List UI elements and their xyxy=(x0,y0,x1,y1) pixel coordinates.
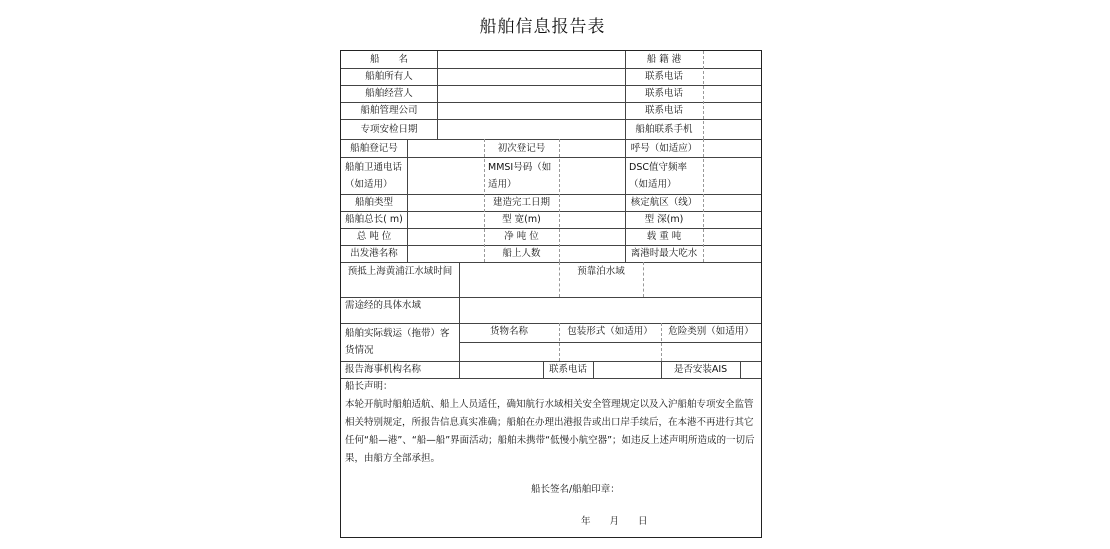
route-label: 核定航区（线） xyxy=(630,197,698,208)
breadth-label: 型 宽(m) xyxy=(502,214,541,225)
ship-type-label: 船舶类型 xyxy=(354,197,393,208)
ais-label: 是否安装AIS xyxy=(673,364,728,375)
max-draft-label: 离港时最大吃水 xyxy=(630,248,698,259)
dangerous-class-label: 危险类别（如适用） xyxy=(668,326,754,337)
net-tonnage-label: 净 吨 位 xyxy=(504,231,539,242)
inspection-date-label: 专项安检日期 xyxy=(360,124,418,135)
call-sign-label: 呼号（如适应） xyxy=(630,143,698,154)
depth-label: 型 深(m) xyxy=(644,214,684,225)
dsc-label: DSC值守频率（如适用） xyxy=(629,162,687,190)
reg-no-label: 船舶登记号 xyxy=(350,143,398,154)
mmsi-label: MMSI号码（如适用） xyxy=(488,162,552,190)
route-waters-label: 需途经的具体水域 xyxy=(345,300,422,311)
date-line: 年 月 日 xyxy=(581,516,648,527)
sat-phone-label: 船舶卫通电话（如适用） xyxy=(345,162,403,190)
gross-tonnage-label: 总 吨 位 xyxy=(356,231,392,242)
arrival-time-label: 预抵上海黄浦江水域时间 xyxy=(347,266,453,277)
ship-name-label: 船 名 xyxy=(369,54,408,65)
manager-phone-label: 联系电话 xyxy=(644,105,683,116)
owner-label: 船舶所有人 xyxy=(365,71,413,82)
manager-label: 船舶管理公司 xyxy=(360,105,418,116)
deadweight-label: 载 重 吨 xyxy=(646,231,682,242)
form-title: 船舶信息报告表 xyxy=(479,17,606,37)
report-form xyxy=(340,50,762,538)
declaration-heading: 船长声明： xyxy=(345,381,393,392)
port-of-registry-label: 船 籍 港 xyxy=(646,54,682,65)
cargo-info-label: 船舶实际载运（拖带）客货情况 xyxy=(345,328,450,356)
owner-phone-label: 联系电话 xyxy=(644,71,683,82)
cargo-name-label: 货物名称 xyxy=(489,326,528,337)
mobile-label: 船舶联系手机 xyxy=(635,124,693,135)
departure-port-label: 出发港名称 xyxy=(350,248,398,259)
build-date-label: 建造完工日期 xyxy=(492,197,550,208)
operator-label: 船舶经营人 xyxy=(365,88,413,99)
berth-area-label: 预靠泊水域 xyxy=(577,266,625,277)
persons-on-board-label: 船上人数 xyxy=(502,248,541,259)
captain-declaration xyxy=(345,378,759,468)
packing-label: 包装形式（如适用） xyxy=(567,326,653,337)
report-agency-label: 报告海事机构名称 xyxy=(345,364,422,375)
first-reg-no-label: 初次登记号 xyxy=(497,143,546,154)
signature-line: 船长签名/船舶印章： xyxy=(531,484,620,495)
declaration-body: 本轮开航时船舶适航、船上人员适任，确知航行水域相关安全管理规定以及入沪船舶专项安全监管相关特别规定，所报告信息真实准确；船舶在办理出港报告或出口岸手续后，在本港不再进行其它任何“船—港”、“船—船”界面活动；船舶未携带“低慢小航空器”；如违反上述声明所造成的一切后果，由船方全部承担。 xyxy=(345,399,755,464)
length-label: 船舶总长( m) xyxy=(345,214,403,225)
operator-phone-label: 联系电话 xyxy=(644,88,683,99)
agency-phone-label: 联系电话 xyxy=(548,364,587,375)
